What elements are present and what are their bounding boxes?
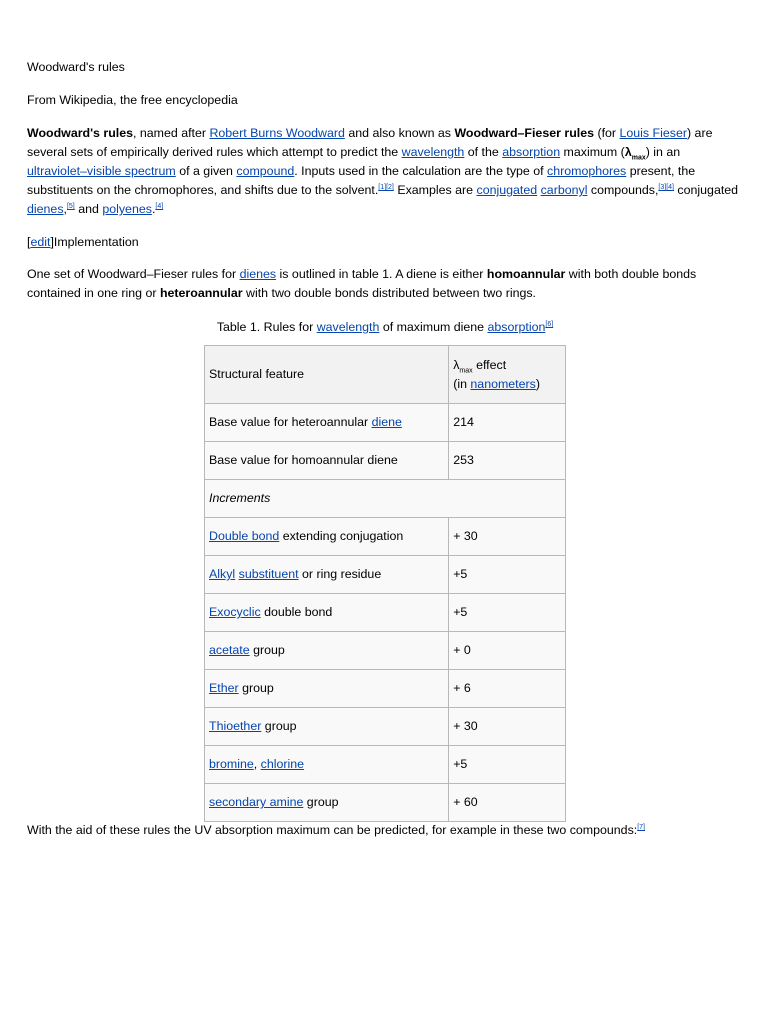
link-polyenes[interactable]: polyenes <box>102 202 152 216</box>
ref-6[interactable]: [6] <box>545 320 554 328</box>
feature-text: group <box>249 643 285 657</box>
ref-3-4[interactable]: [3][4] <box>658 183 674 191</box>
link-chlorine[interactable]: chlorine <box>260 757 305 771</box>
page-title: Woodward's rules <box>27 60 125 74</box>
intro-text: of a given <box>175 164 237 178</box>
link-wavelength[interactable]: wavelength <box>401 145 465 159</box>
intro-text: , named after <box>133 126 210 140</box>
table-row <box>205 708 566 746</box>
table-row <box>205 556 566 594</box>
intro-text: conjugated <box>673 183 739 197</box>
impl-text: with two double bonds distributed between two rings. <box>242 286 536 300</box>
intro-text: and also known as <box>344 126 455 140</box>
link-absorption[interactable]: absorption <box>502 145 561 159</box>
header-lambda-effect <box>449 346 566 404</box>
table-row <box>205 670 566 708</box>
ref-4[interactable]: [4] <box>155 202 164 210</box>
source-line: From Wikipedia, the free encyclopedia <box>27 93 238 107</box>
link-exocyclic[interactable]: Exocyclic <box>209 605 261 619</box>
feature-text: extending conjugation <box>279 529 404 543</box>
intro-text: of the <box>464 145 503 159</box>
link-conjugated[interactable]: conjugated <box>476 183 538 197</box>
feature-text: group <box>261 719 297 733</box>
link-diene[interactable]: diene <box>371 415 402 429</box>
link-carbonyl[interactable]: carbonyl <box>540 183 588 197</box>
ref-5[interactable]: [5] <box>66 202 75 210</box>
intro-text: compounds, <box>587 183 659 197</box>
table-row <box>205 594 566 632</box>
link-secondary-amine[interactable]: secondary amine <box>209 795 304 809</box>
term-woodward-fieser: Woodward–Fieser rules <box>454 126 594 140</box>
intro-text: present, the substituents on the chromophores, and shifts due to the solvent. <box>27 164 696 197</box>
lambda-symbol <box>624 145 646 162</box>
feature-cell <box>205 404 449 442</box>
link-thioether[interactable]: Thioether <box>209 719 262 733</box>
caption-text: of maximum diene <box>379 320 488 334</box>
feature-cell <box>205 594 449 632</box>
link-nanometers[interactable]: nanometers <box>470 376 536 391</box>
feature-cell <box>205 746 449 784</box>
bracket-close: ] <box>50 235 54 249</box>
caption-link-wavelength[interactable]: wavelength <box>316 320 380 334</box>
table-row <box>205 784 566 822</box>
table-row-increments <box>205 480 566 518</box>
closing-text: With the aid of these rules the UV absorption maximum can be predicted, for example in these two compounds: <box>27 823 638 837</box>
intro-text: . Inputs used in the calculation are the type of <box>294 164 548 178</box>
link-dienes[interactable]: dienes <box>27 202 64 216</box>
link-chromophores[interactable]: chromophores <box>547 164 627 178</box>
feature-cell <box>205 556 449 594</box>
intro-text: (for <box>594 126 620 140</box>
table-header-row <box>205 346 566 404</box>
intro-text: ) are several sets of empirically derived rules which attempt to predict the <box>27 126 713 159</box>
link-dienes-2[interactable]: dienes <box>239 267 277 281</box>
value-cell: + 30 <box>449 518 566 556</box>
intro-paragraph <box>27 124 743 219</box>
feature-text: Base value for heteroannular <box>209 415 372 429</box>
caption-link-absorption[interactable]: absorption <box>487 320 546 334</box>
value-cell: 214 <box>449 404 566 442</box>
feature-cell <box>205 708 449 746</box>
intro-text: , <box>63 202 67 216</box>
impl-text: is outlined in table 1. A diene is either <box>276 267 487 281</box>
header-effect: effect <box>472 357 507 372</box>
section-title: Implementation <box>53 235 139 249</box>
lambda-char: λ <box>624 145 632 159</box>
ref-7[interactable]: [7] <box>637 823 646 831</box>
closing-paragraph <box>27 821 743 840</box>
term-homoannular: homoannular <box>486 267 566 281</box>
term-woodwards-rules: Woodward's rules <box>27 126 133 140</box>
header-lambda-sub: max <box>459 366 473 374</box>
intro-text: and <box>74 202 103 216</box>
feature-text: double bond <box>260 605 333 619</box>
impl-text: One set of Woodward–Fieser rules for <box>27 267 240 281</box>
link-substituent[interactable]: substituent <box>238 567 299 581</box>
article <box>27 58 743 840</box>
feature-cell: Base value for homoannular diene <box>205 442 449 480</box>
header-unit-open: (in <box>453 376 471 391</box>
intro-text: Examples are <box>393 183 477 197</box>
value-cell: + 6 <box>449 670 566 708</box>
lambda-subscript: max <box>631 154 646 162</box>
feature-text: or ring residue <box>298 567 382 581</box>
section-heading-implementation <box>27 233 743 252</box>
intro-text: ) in an <box>645 145 681 159</box>
header-structural-feature: Structural feature <box>205 346 449 404</box>
feature-cell <box>205 784 449 822</box>
intro-text: . <box>151 202 156 216</box>
feature-cell <box>205 670 449 708</box>
term-heteroannular: heteroannular <box>159 286 243 300</box>
table-row <box>205 518 566 556</box>
header-unit-close: ) <box>535 376 540 391</box>
ref-1-2[interactable]: [1][2] <box>378 183 394 191</box>
table-caption <box>204 311 566 345</box>
value-cell: +5 <box>449 746 566 784</box>
link-alkyl[interactable]: Alkyl <box>209 567 236 581</box>
table-row <box>205 746 566 784</box>
link-uv-vis-spectrum[interactable]: ultraviolet–visible spectrum <box>27 164 176 178</box>
intro-text: maximum ( <box>560 145 625 159</box>
feature-text: group <box>303 795 339 809</box>
link-louis-fieser[interactable]: Louis Fieser <box>619 126 687 140</box>
feature-text: , <box>253 757 261 771</box>
value-cell: +5 <box>449 594 566 632</box>
caption-text: Table 1. Rules for <box>216 320 317 334</box>
increments-cell <box>205 480 566 518</box>
impl-text: with both double bonds contained in one ring or <box>27 267 697 300</box>
rules-table <box>204 345 566 822</box>
implementation-paragraph <box>27 265 743 303</box>
value-cell: + 60 <box>449 784 566 822</box>
bracket-open: [ <box>27 235 31 249</box>
link-double-bond[interactable]: Double bond <box>209 529 280 543</box>
link-ether[interactable]: Ether <box>209 681 239 695</box>
rules-table-wrapper <box>204 311 566 822</box>
feature-cell <box>205 632 449 670</box>
table-row <box>205 404 566 442</box>
value-cell: 253 <box>449 442 566 480</box>
link-acetate[interactable]: acetate <box>209 643 250 657</box>
value-cell: +5 <box>449 556 566 594</box>
value-cell: + 0 <box>449 632 566 670</box>
increments-label: Increments <box>209 491 271 505</box>
feature-cell <box>205 518 449 556</box>
header-lambda: λ <box>453 357 460 372</box>
edit-link[interactable]: edit <box>30 235 51 249</box>
link-bromine[interactable]: bromine <box>209 757 254 771</box>
feature-text: group <box>238 681 274 695</box>
table-row <box>205 632 566 670</box>
link-compound[interactable]: compound <box>236 164 295 178</box>
table-row <box>205 442 566 480</box>
link-robert-burns-woodward[interactable]: Robert Burns Woodward <box>209 126 345 140</box>
value-cell: + 30 <box>449 708 566 746</box>
